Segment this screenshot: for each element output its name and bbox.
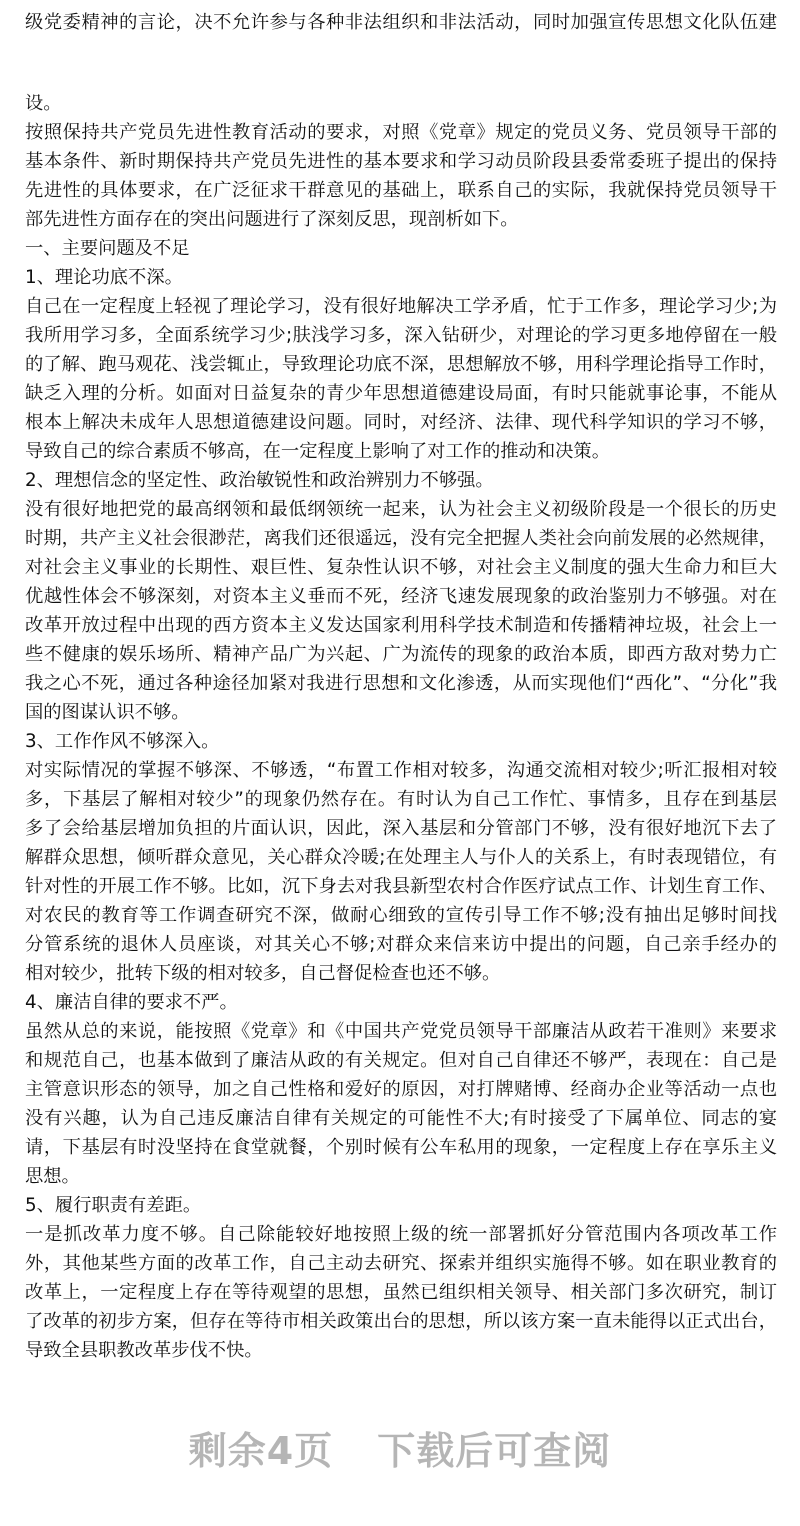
document-line: 基本条件、新时期保持共产党员先进性的基本要求和学习动员阶段县委常委班子提出的保持 bbox=[25, 151, 777, 172]
document-line: 没有兴趣，认为自己违反廉洁自律有关规定的可能性不大;有时接受了下属单位、同志的宴 bbox=[25, 1108, 777, 1129]
document-line: 优越性体会不够深刻，对资本主义垂而不死，经济飞速发展现象的政治鉴别力不够强。对在 bbox=[25, 586, 777, 607]
document-line: 解群众思想，倾听群众意见，关心群众冷暖;在处理主人与仆人的关系上，有时表现错位，有 bbox=[25, 847, 777, 868]
document-line: 和规范自己，也基本做到了廉洁从政的有关规定。但对自己自律还不够严，表现在：自己是 bbox=[25, 1050, 777, 1071]
document-line: 导致全县职教改革步伐不快。 bbox=[25, 1340, 263, 1361]
document-line: 导致自己的综合素质不够高，在一定程度上影响了对工作的推动和决策。 bbox=[25, 441, 610, 462]
document-line: 相对较少，批转下级的相对较多，自己督促检查也还不够。 bbox=[25, 963, 501, 984]
document-line: 我之心不死，通过各种途径加紧对我进行思想和文化渗透，从而实现他们“西化”、“分化”我 bbox=[25, 673, 777, 694]
document-line: 针对性的开展工作不够。比如，沉下身去对我县新型农村合作医疗试点工作、计划生育工作、 bbox=[25, 876, 777, 897]
paragraph bbox=[25, 495, 777, 727]
document-line: 多了会给基层增加负担的片面认识，因此，深入基层和分管部门不够，没有很好地沉下去了 bbox=[25, 818, 777, 839]
document-line: 请，下基层有时没坚持在食堂就餐，个别时候有公车私用的现象，一定程度上存在享乐主义 bbox=[25, 1137, 777, 1158]
document-line: 3、工作作风不够深入。 bbox=[25, 731, 220, 752]
document-line: 多，下基层了解相对较少”的现象仍然存在。有时认为自己工作忙、事情多，且存在到基层 bbox=[25, 789, 777, 810]
paragraph bbox=[25, 756, 777, 988]
document-line: 自己在一定程度上轻视了理论学习，没有很好地解决工学矛盾，忙于工作多，理论学习少;为 bbox=[25, 296, 777, 317]
document-line: 部先进性方面存在的突出问题进行了深刻反思，现剖析如下。 bbox=[25, 209, 519, 230]
section-heading bbox=[25, 1191, 777, 1220]
document-line: 4、廉洁自律的要求不严。 bbox=[25, 992, 238, 1013]
document-line: 改革开放过程中出现的西方资本主义发达国家利用科学技术制造和传播精神垃圾，社会上一 bbox=[25, 615, 777, 636]
document-line: 的了解、跑马观花、浅尝辄止，导致理论功底不深，思想解放不够，用科学理论指导工作时， bbox=[25, 354, 777, 375]
download-prompt[interactable] bbox=[0, 1420, 800, 1475]
section-heading bbox=[25, 263, 777, 292]
document-line: 改革上，一定程度上存在等待观望的思想，虽然已组织相关领导、相关部门多次研究，制订 bbox=[25, 1282, 777, 1303]
document-line: 2、理想信念的坚定性、政治敏锐性和政治辨别力不够强。 bbox=[25, 470, 494, 491]
document-line: 外，其他某些方面的改革工作，自己主动去研究、探索并组织实施得不够。如在职业教育的 bbox=[25, 1253, 777, 1274]
section-heading bbox=[25, 234, 777, 263]
document-line: 根本上解决未成年人思想道德建设问题。同时，对经济、法律、现代科学知识的学习不够， bbox=[25, 412, 777, 433]
section-heading bbox=[25, 727, 777, 756]
section-heading bbox=[25, 988, 777, 1017]
document-line: 按照保持共产党员先进性教育活动的要求，对照《党章》规定的党员义务、党员领导干部的 bbox=[25, 122, 777, 143]
remaining-pages-label: 剩余4页 bbox=[188, 1429, 334, 1473]
document-line: 5、履行职责有差距。 bbox=[25, 1195, 202, 1216]
document-line: 没有很好地把党的最高纲领和最低纲领统一起来，认为社会主义初级阶段是一个很长的历史 bbox=[25, 499, 777, 520]
document-line: 级党委精神的言论，决不允许参与各种非法组织和非法活动，同时加强宣传思想文化队伍建 bbox=[25, 12, 777, 33]
document-line: 国的图谋认识不够。 bbox=[25, 702, 190, 723]
document-body bbox=[25, 0, 777, 1365]
document-line: 对社会主义事业的长期性、艰巨性、复杂性认识不够，对社会主义制度的强大生命力和巨大 bbox=[25, 557, 777, 578]
document-line: 对实际情况的掌握不够深、不够透，“布置工作相对较多，沟通交流相对较少;听汇报相对较 bbox=[25, 760, 777, 781]
document-line: 思想。 bbox=[25, 1166, 80, 1187]
download-to-view-label[interactable]: 下载后可查阅 bbox=[377, 1429, 612, 1473]
document-line: 缺乏入理的分析。如面对日益复杂的青少年思想道德建设局面，有时只能就事论事，不能从 bbox=[25, 383, 777, 404]
document-line: 先进性的具体要求，在广泛征求干群意见的基础上，联系自己的实际，我就保持党员领导干 bbox=[25, 180, 777, 201]
document-line: 了改革的初步方案，但存在等待市相关政策出台的思想，所以该方案一直未能得以正式出台， bbox=[25, 1311, 777, 1332]
document-line: 1、理论功底不深。 bbox=[25, 267, 183, 288]
document-line: 虽然从总的来说，能按照《党章》和《中国共产党党员领导干部廉洁从政若干准则》来要求 bbox=[25, 1021, 777, 1042]
document-line: 一是抓改革力度不够。自己除能较好地按照上级的统一部署抓好分管范围内各项改革工作 bbox=[25, 1224, 777, 1245]
paragraph bbox=[25, 292, 777, 466]
document-line: 主管意识形态的领导，加之自己性格和爱好的原因，对打牌赌博、经商办企业等活动一点也 bbox=[25, 1079, 777, 1100]
document-line: 些不健康的娱乐场所、精神产品广为兴起、广为流传的现象的政治本质，即西方敌对势力亡 bbox=[25, 644, 777, 665]
paragraph bbox=[25, 1017, 777, 1191]
spacer bbox=[25, 37, 777, 89]
document-line: 分管系统的退休人员座谈，对其关心不够;对群众来信来访中提出的问题，自己亲手经办的 bbox=[25, 934, 777, 955]
section-heading bbox=[25, 466, 777, 495]
document-line: 一、主要问题及不足 bbox=[25, 238, 190, 259]
document-line: 设。 bbox=[25, 93, 62, 114]
paragraph bbox=[25, 89, 777, 118]
document-line: 对农民的教育等工作调查研究不深，做耐心细致的宣传引导工作不够;没有抽出足够时间找 bbox=[25, 905, 777, 926]
paragraph bbox=[25, 1220, 777, 1365]
document-line: 我所用学习多，全面系统学习少;肤浅学习多，深入钻研少，对理论的学习更多地停留在一般 bbox=[25, 325, 777, 346]
paragraph bbox=[25, 118, 777, 234]
document-line: 时期，共产主义社会很渺茫，离我们还很遥远，没有完全把握人类社会向前发展的必然规律， bbox=[25, 528, 777, 549]
document-paragraphs bbox=[25, 89, 777, 1365]
